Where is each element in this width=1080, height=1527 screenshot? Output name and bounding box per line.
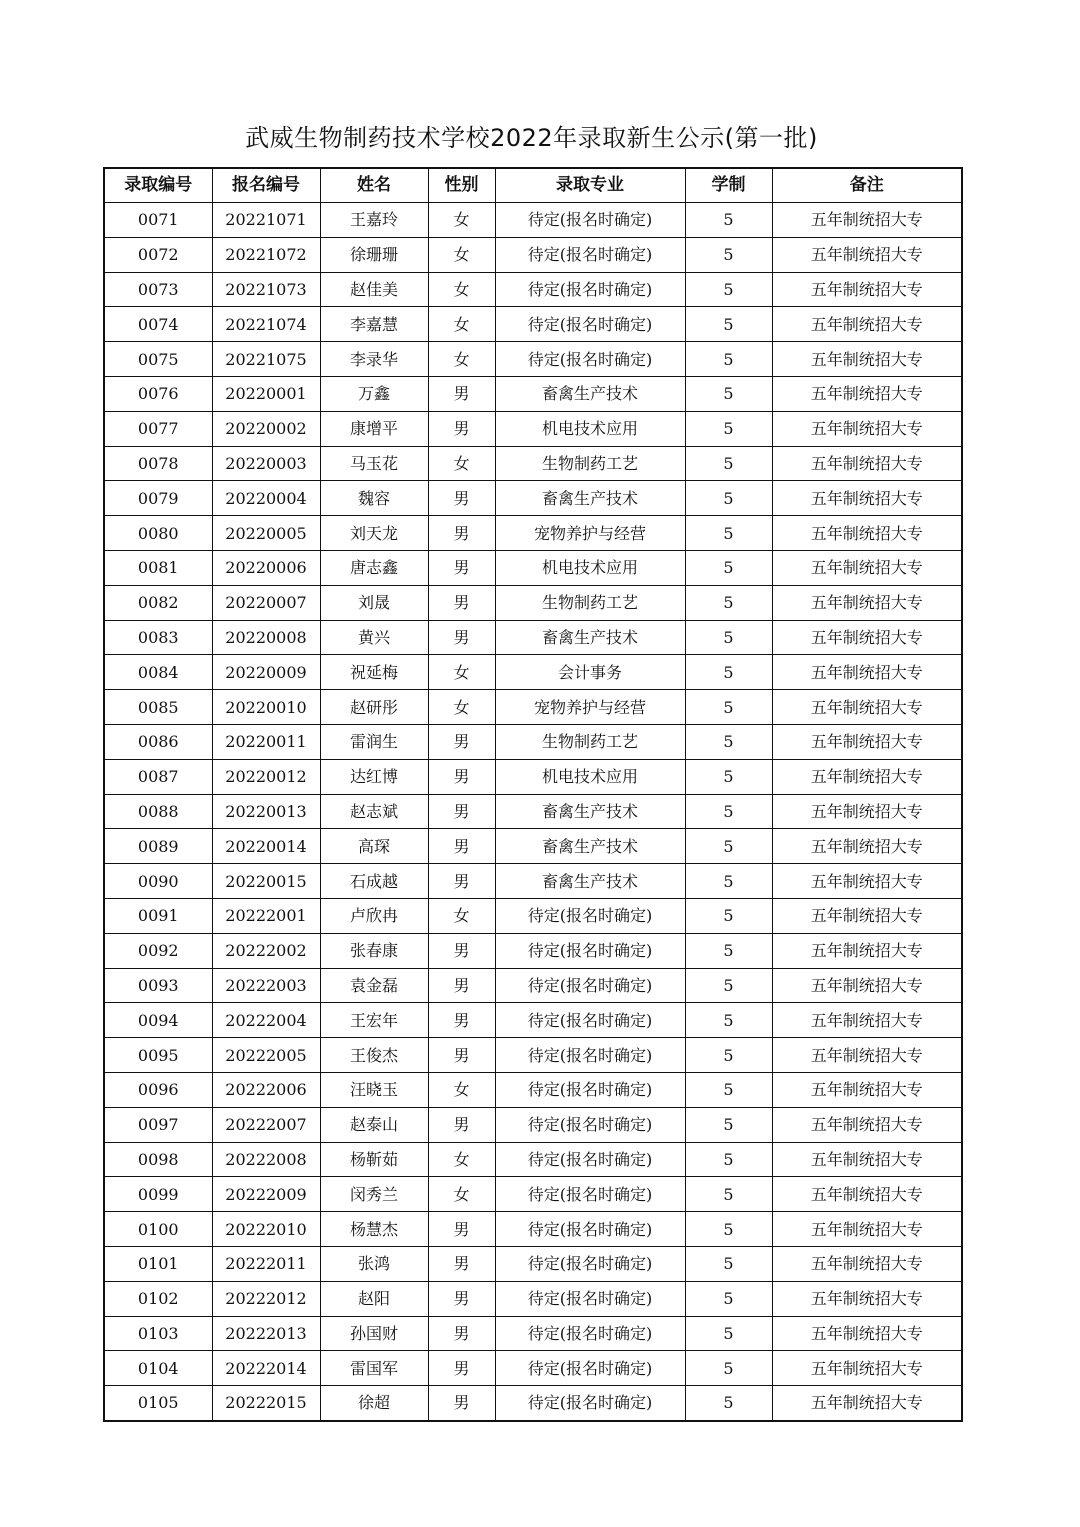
- cell-gender: 男: [428, 1038, 495, 1073]
- cell-admission-no: 0090: [104, 864, 212, 899]
- cell-duration: 5: [685, 585, 772, 620]
- cell-registration-no: 20220008: [212, 620, 320, 655]
- cell-gender: 男: [428, 1212, 495, 1247]
- cell-major: 畜禽生产技术: [495, 481, 685, 516]
- cell-admission-no: 0079: [104, 481, 212, 516]
- table-row: [104, 759, 962, 794]
- header-name: 姓名: [320, 168, 428, 203]
- cell-name: 唐志鑫: [320, 550, 428, 585]
- table-row: [104, 446, 962, 481]
- cell-registration-no: 20222013: [212, 1316, 320, 1351]
- table-row: [104, 1107, 962, 1142]
- cell-registration-no: 20220014: [212, 829, 320, 864]
- cell-name: 达红博: [320, 759, 428, 794]
- cell-registration-no: 20220015: [212, 864, 320, 899]
- cell-remark: 五年制统招大专: [772, 898, 962, 933]
- cell-major: 机电技术应用: [495, 550, 685, 585]
- cell-name: 高琛: [320, 829, 428, 864]
- table-row: [104, 203, 962, 238]
- cell-registration-no: 20220009: [212, 655, 320, 690]
- cell-registration-no: 20222004: [212, 1003, 320, 1038]
- cell-admission-no: 0097: [104, 1107, 212, 1142]
- cell-name: 王俊杰: [320, 1038, 428, 1073]
- cell-admission-no: 0081: [104, 550, 212, 585]
- table-row: [104, 237, 962, 272]
- cell-gender: 男: [428, 724, 495, 759]
- cell-admission-no: 0074: [104, 307, 212, 342]
- table-row: [104, 1038, 962, 1073]
- cell-gender: 男: [428, 516, 495, 551]
- cell-gender: 男: [428, 968, 495, 1003]
- cell-remark: 五年制统招大专: [772, 1003, 962, 1038]
- cell-gender: 男: [428, 1386, 495, 1421]
- cell-name: 徐珊珊: [320, 237, 428, 272]
- table-row: [104, 829, 962, 864]
- cell-name: 刘晟: [320, 585, 428, 620]
- cell-duration: 5: [685, 481, 772, 516]
- cell-remark: 五年制统招大专: [772, 481, 962, 516]
- cell-major: 畜禽生产技术: [495, 376, 685, 411]
- cell-registration-no: 20220001: [212, 376, 320, 411]
- cell-name: 汪晓玉: [320, 1072, 428, 1107]
- table-row: [104, 794, 962, 829]
- cell-name: 闵秀兰: [320, 1177, 428, 1212]
- cell-name: 李嘉慧: [320, 307, 428, 342]
- cell-registration-no: 20222005: [212, 1038, 320, 1073]
- cell-admission-no: 0101: [104, 1246, 212, 1281]
- cell-remark: 五年制统招大专: [772, 272, 962, 307]
- cell-remark: 五年制统招大专: [772, 307, 962, 342]
- cell-remark: 五年制统招大专: [772, 933, 962, 968]
- cell-duration: 5: [685, 620, 772, 655]
- header-admission-no: 录取编号: [104, 168, 212, 203]
- cell-gender: 男: [428, 829, 495, 864]
- cell-gender: 男: [428, 376, 495, 411]
- cell-major: 待定(报名时确定): [495, 898, 685, 933]
- table-row: [104, 550, 962, 585]
- cell-registration-no: 20222006: [212, 1072, 320, 1107]
- cell-gender: 男: [428, 864, 495, 899]
- cell-duration: 5: [685, 898, 772, 933]
- table-row: [104, 481, 962, 516]
- cell-remark: 五年制统招大专: [772, 516, 962, 551]
- cell-admission-no: 0075: [104, 342, 212, 377]
- cell-registration-no: 20221075: [212, 342, 320, 377]
- cell-remark: 五年制统招大专: [772, 690, 962, 725]
- cell-gender: 男: [428, 933, 495, 968]
- cell-duration: 5: [685, 342, 772, 377]
- cell-major: 待定(报名时确定): [495, 1177, 685, 1212]
- cell-remark: 五年制统招大专: [772, 759, 962, 794]
- header-remark: 备注: [772, 168, 962, 203]
- cell-gender: 男: [428, 585, 495, 620]
- cell-major: 机电技术应用: [495, 411, 685, 446]
- cell-duration: 5: [685, 1246, 772, 1281]
- cell-major: 待定(报名时确定): [495, 1246, 685, 1281]
- cell-admission-no: 0094: [104, 1003, 212, 1038]
- cell-name: 李录华: [320, 342, 428, 377]
- cell-gender: 女: [428, 898, 495, 933]
- table-row: [104, 724, 962, 759]
- cell-duration: 5: [685, 1003, 772, 1038]
- cell-gender: 男: [428, 1351, 495, 1386]
- cell-registration-no: 20222011: [212, 1246, 320, 1281]
- table-row: [104, 933, 962, 968]
- cell-remark: 五年制统招大专: [772, 411, 962, 446]
- cell-name: 万鑫: [320, 376, 428, 411]
- cell-name: 杨慧杰: [320, 1212, 428, 1247]
- cell-major: 待定(报名时确定): [495, 1003, 685, 1038]
- cell-registration-no: 20220013: [212, 794, 320, 829]
- cell-major: 待定(报名时确定): [495, 272, 685, 307]
- cell-gender: 男: [428, 1107, 495, 1142]
- table-row: [104, 516, 962, 551]
- cell-registration-no: 20220010: [212, 690, 320, 725]
- table-row: [104, 864, 962, 899]
- cell-remark: 五年制统招大专: [772, 1177, 962, 1212]
- cell-gender: 男: [428, 794, 495, 829]
- table-row: [104, 342, 962, 377]
- cell-registration-no: 20222008: [212, 1142, 320, 1177]
- cell-admission-no: 0071: [104, 203, 212, 238]
- cell-remark: 五年制统招大专: [772, 342, 962, 377]
- cell-duration: 5: [685, 1386, 772, 1421]
- cell-duration: 5: [685, 1177, 772, 1212]
- cell-gender: 男: [428, 759, 495, 794]
- header-major: 录取专业: [495, 168, 685, 203]
- cell-duration: 5: [685, 516, 772, 551]
- cell-admission-no: 0072: [104, 237, 212, 272]
- cell-major: 待定(报名时确定): [495, 933, 685, 968]
- table-row: [104, 1072, 962, 1107]
- cell-gender: 男: [428, 1281, 495, 1316]
- cell-name: 王宏年: [320, 1003, 428, 1038]
- cell-registration-no: 20222012: [212, 1281, 320, 1316]
- cell-registration-no: 20220002: [212, 411, 320, 446]
- cell-major: 生物制药工艺: [495, 585, 685, 620]
- cell-gender: 男: [428, 1316, 495, 1351]
- cell-major: 待定(报名时确定): [495, 1386, 685, 1421]
- cell-gender: 女: [428, 690, 495, 725]
- cell-admission-no: 0077: [104, 411, 212, 446]
- cell-duration: 5: [685, 272, 772, 307]
- cell-major: 畜禽生产技术: [495, 864, 685, 899]
- cell-major: 待定(报名时确定): [495, 307, 685, 342]
- cell-major: 待定(报名时确定): [495, 1142, 685, 1177]
- cell-admission-no: 0103: [104, 1316, 212, 1351]
- cell-admission-no: 0085: [104, 690, 212, 725]
- cell-admission-no: 0086: [104, 724, 212, 759]
- cell-major: 生物制药工艺: [495, 724, 685, 759]
- cell-major: 待定(报名时确定): [495, 1072, 685, 1107]
- cell-registration-no: 20221073: [212, 272, 320, 307]
- cell-name: 孙国财: [320, 1316, 428, 1351]
- cell-major: 待定(报名时确定): [495, 342, 685, 377]
- header-duration: 学制: [685, 168, 772, 203]
- cell-gender: 女: [428, 272, 495, 307]
- cell-major: 生物制药工艺: [495, 446, 685, 481]
- table-row: [104, 1003, 962, 1038]
- cell-gender: 女: [428, 203, 495, 238]
- table-row: [104, 1316, 962, 1351]
- cell-remark: 五年制统招大专: [772, 1351, 962, 1386]
- cell-remark: 五年制统招大专: [772, 1142, 962, 1177]
- cell-remark: 五年制统招大专: [772, 585, 962, 620]
- cell-name: 卢欣冉: [320, 898, 428, 933]
- cell-gender: 女: [428, 342, 495, 377]
- cell-major: 机电技术应用: [495, 759, 685, 794]
- cell-remark: 五年制统招大专: [772, 1212, 962, 1247]
- cell-duration: 5: [685, 1107, 772, 1142]
- cell-name: 黄兴: [320, 620, 428, 655]
- cell-major: 待定(报名时确定): [495, 237, 685, 272]
- cell-registration-no: 20222002: [212, 933, 320, 968]
- cell-gender: 女: [428, 1142, 495, 1177]
- table-row: [104, 1177, 962, 1212]
- cell-gender: 男: [428, 1246, 495, 1281]
- cell-name: 马玉花: [320, 446, 428, 481]
- cell-gender: 女: [428, 1177, 495, 1212]
- header-gender: 性别: [428, 168, 495, 203]
- cell-remark: 五年制统招大专: [772, 794, 962, 829]
- cell-gender: 女: [428, 307, 495, 342]
- cell-admission-no: 0099: [104, 1177, 212, 1212]
- cell-remark: 五年制统招大专: [772, 968, 962, 1003]
- cell-name: 石成越: [320, 864, 428, 899]
- cell-name: 刘天龙: [320, 516, 428, 551]
- cell-name: 赵佳美: [320, 272, 428, 307]
- cell-registration-no: 20222001: [212, 898, 320, 933]
- cell-name: 张鸿: [320, 1246, 428, 1281]
- cell-duration: 5: [685, 307, 772, 342]
- table-header-row: [104, 168, 962, 203]
- cell-name: 赵志斌: [320, 794, 428, 829]
- cell-gender: 男: [428, 411, 495, 446]
- cell-name: 袁金磊: [320, 968, 428, 1003]
- cell-duration: 5: [685, 968, 772, 1003]
- cell-name: 魏容: [320, 481, 428, 516]
- cell-remark: 五年制统招大专: [772, 203, 962, 238]
- cell-admission-no: 0087: [104, 759, 212, 794]
- cell-registration-no: 20222009: [212, 1177, 320, 1212]
- cell-admission-no: 0091: [104, 898, 212, 933]
- cell-remark: 五年制统招大专: [772, 1281, 962, 1316]
- cell-remark: 五年制统招大专: [772, 1038, 962, 1073]
- cell-major: 宠物养护与经营: [495, 516, 685, 551]
- cell-duration: 5: [685, 1316, 772, 1351]
- cell-remark: 五年制统招大专: [772, 829, 962, 864]
- cell-admission-no: 0092: [104, 933, 212, 968]
- cell-duration: 5: [685, 411, 772, 446]
- cell-duration: 5: [685, 1212, 772, 1247]
- cell-name: 雷国军: [320, 1351, 428, 1386]
- cell-admission-no: 0102: [104, 1281, 212, 1316]
- cell-registration-no: 20222015: [212, 1386, 320, 1421]
- cell-duration: 5: [685, 1072, 772, 1107]
- cell-major: 待定(报名时确定): [495, 1038, 685, 1073]
- cell-remark: 五年制统招大专: [772, 446, 962, 481]
- cell-major: 待定(报名时确定): [495, 1107, 685, 1142]
- cell-admission-no: 0088: [104, 794, 212, 829]
- table-row: [104, 1351, 962, 1386]
- cell-registration-no: 20222014: [212, 1351, 320, 1386]
- cell-gender: 女: [428, 237, 495, 272]
- cell-name: 王嘉玲: [320, 203, 428, 238]
- cell-admission-no: 0095: [104, 1038, 212, 1073]
- cell-major: 待定(报名时确定): [495, 968, 685, 1003]
- table-body: [104, 203, 962, 1421]
- cell-major: 待定(报名时确定): [495, 203, 685, 238]
- cell-major: 待定(报名时确定): [495, 1212, 685, 1247]
- cell-remark: 五年制统招大专: [772, 376, 962, 411]
- cell-duration: 5: [685, 794, 772, 829]
- cell-admission-no: 0089: [104, 829, 212, 864]
- cell-major: 待定(报名时确定): [495, 1281, 685, 1316]
- cell-gender: 女: [428, 446, 495, 481]
- cell-duration: 5: [685, 690, 772, 725]
- cell-duration: 5: [685, 655, 772, 690]
- cell-admission-no: 0093: [104, 968, 212, 1003]
- cell-major: 待定(报名时确定): [495, 1316, 685, 1351]
- table-row: [104, 655, 962, 690]
- cell-registration-no: 20220006: [212, 550, 320, 585]
- cell-registration-no: 20220007: [212, 585, 320, 620]
- cell-name: 雷润生: [320, 724, 428, 759]
- header-registration-no: 报名编号: [212, 168, 320, 203]
- cell-duration: 5: [685, 446, 772, 481]
- cell-major: 宠物养护与经营: [495, 690, 685, 725]
- cell-name: 赵研彤: [320, 690, 428, 725]
- cell-remark: 五年制统招大专: [772, 1246, 962, 1281]
- table-row: [104, 968, 962, 1003]
- cell-remark: 五年制统招大专: [772, 864, 962, 899]
- cell-name: 赵泰山: [320, 1107, 428, 1142]
- cell-duration: 5: [685, 829, 772, 864]
- cell-major: 会计事务: [495, 655, 685, 690]
- cell-major: 畜禽生产技术: [495, 620, 685, 655]
- cell-admission-no: 0080: [104, 516, 212, 551]
- cell-duration: 5: [685, 376, 772, 411]
- cell-major: 畜禽生产技术: [495, 794, 685, 829]
- table-row: [104, 1386, 962, 1421]
- admission-table: [103, 167, 963, 1422]
- cell-duration: 5: [685, 550, 772, 585]
- cell-gender: 男: [428, 620, 495, 655]
- cell-registration-no: 20220003: [212, 446, 320, 481]
- cell-gender: 女: [428, 655, 495, 690]
- cell-admission-no: 0078: [104, 446, 212, 481]
- table-row: [104, 411, 962, 446]
- cell-duration: 5: [685, 933, 772, 968]
- table-row: [104, 585, 962, 620]
- cell-registration-no: 20220012: [212, 759, 320, 794]
- cell-remark: 五年制统招大专: [772, 1386, 962, 1421]
- cell-admission-no: 0098: [104, 1142, 212, 1177]
- cell-name: 杨靳茹: [320, 1142, 428, 1177]
- table-row: [104, 1142, 962, 1177]
- table-row: [104, 898, 962, 933]
- cell-remark: 五年制统招大专: [772, 655, 962, 690]
- cell-admission-no: 0082: [104, 585, 212, 620]
- cell-gender: 男: [428, 550, 495, 585]
- cell-duration: 5: [685, 1281, 772, 1316]
- cell-duration: 5: [685, 1351, 772, 1386]
- cell-remark: 五年制统招大专: [772, 1072, 962, 1107]
- cell-admission-no: 0096: [104, 1072, 212, 1107]
- cell-remark: 五年制统招大专: [772, 724, 962, 759]
- cell-admission-no: 0100: [104, 1212, 212, 1247]
- table-row: [104, 1246, 962, 1281]
- cell-gender: 男: [428, 481, 495, 516]
- cell-admission-no: 0104: [104, 1351, 212, 1386]
- cell-admission-no: 0084: [104, 655, 212, 690]
- cell-name: 张春康: [320, 933, 428, 968]
- cell-remark: 五年制统招大专: [772, 620, 962, 655]
- cell-remark: 五年制统招大专: [772, 1316, 962, 1351]
- table-row: [104, 1281, 962, 1316]
- cell-registration-no: 20220004: [212, 481, 320, 516]
- cell-admission-no: 0083: [104, 620, 212, 655]
- cell-duration: 5: [685, 864, 772, 899]
- cell-duration: 5: [685, 237, 772, 272]
- cell-remark: 五年制统招大专: [772, 550, 962, 585]
- table-row: [104, 272, 962, 307]
- cell-registration-no: 20222007: [212, 1107, 320, 1142]
- cell-admission-no: 0076: [104, 376, 212, 411]
- table-row: [104, 690, 962, 725]
- table-row: [104, 620, 962, 655]
- cell-registration-no: 20221071: [212, 203, 320, 238]
- cell-registration-no: 20222010: [212, 1212, 320, 1247]
- cell-duration: 5: [685, 759, 772, 794]
- cell-registration-no: 20221074: [212, 307, 320, 342]
- cell-registration-no: 20221072: [212, 237, 320, 272]
- cell-admission-no: 0105: [104, 1386, 212, 1421]
- page-title: 武威生物制药技术学校2022年录取新生公示(第一批): [245, 124, 818, 152]
- cell-remark: 五年制统招大专: [772, 1107, 962, 1142]
- table-row: [104, 1212, 962, 1247]
- table-row: [104, 376, 962, 411]
- cell-remark: 五年制统招大专: [772, 237, 962, 272]
- cell-gender: 女: [428, 1072, 495, 1107]
- cell-name: 祝延梅: [320, 655, 428, 690]
- cell-registration-no: 20220005: [212, 516, 320, 551]
- cell-gender: 男: [428, 1003, 495, 1038]
- cell-name: 康增平: [320, 411, 428, 446]
- cell-duration: 5: [685, 203, 772, 238]
- cell-duration: 5: [685, 724, 772, 759]
- cell-duration: 5: [685, 1142, 772, 1177]
- cell-registration-no: 20222003: [212, 968, 320, 1003]
- cell-major: 待定(报名时确定): [495, 1351, 685, 1386]
- cell-major: 畜禽生产技术: [495, 829, 685, 864]
- table-row: [104, 307, 962, 342]
- cell-name: 徐超: [320, 1386, 428, 1421]
- cell-name: 赵阳: [320, 1281, 428, 1316]
- cell-duration: 5: [685, 1038, 772, 1073]
- cell-registration-no: 20220011: [212, 724, 320, 759]
- cell-admission-no: 0073: [104, 272, 212, 307]
